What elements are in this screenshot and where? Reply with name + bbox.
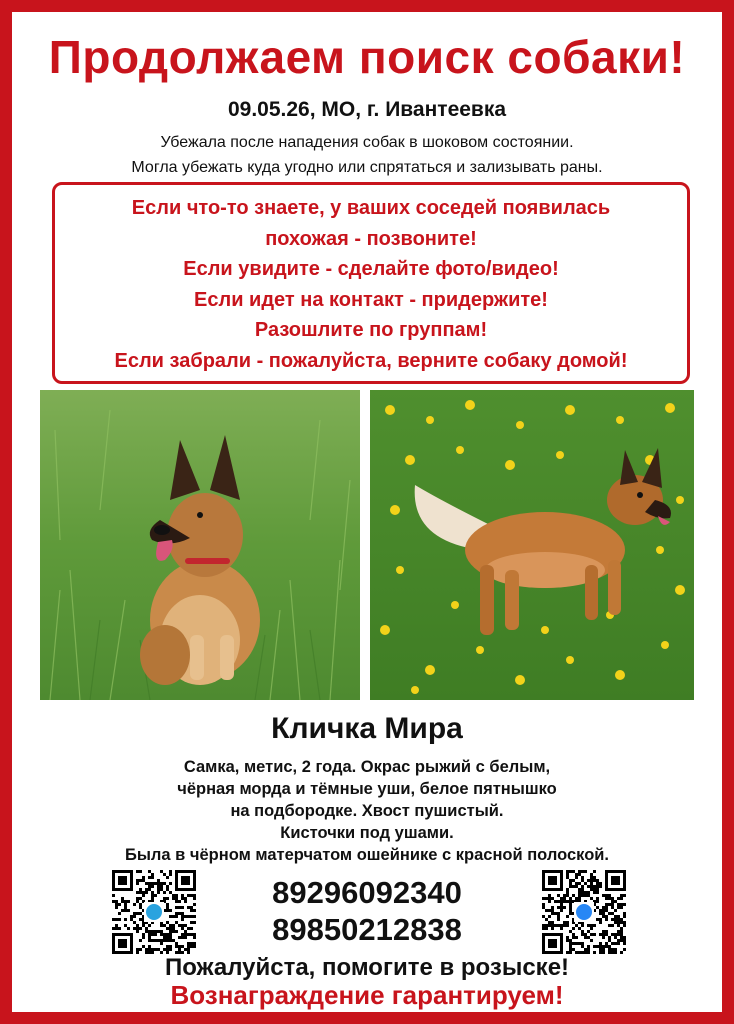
call-line: Если идет на контакт - придержите! [194,288,548,311]
intro-line: Могла убежать куда угодно или спрятаться и зализывать раны. [131,159,603,176]
intro-text [12,130,722,180]
phone-number[interactable]: 89296092340 [272,875,462,910]
intro-line: Убежала после нападения собак в шоковом состоянии. [160,134,574,151]
dog-photo-walking [370,390,694,700]
help-text: Пожалуйста, помогите в розыске! [164,954,570,981]
call-line: похожая - позвоните! [265,227,477,250]
phone-numbers [212,874,522,948]
call-line: Если увидите - сделайте фото/видео! [183,258,559,280]
dog-photo-sitting [40,390,360,700]
description-line: чёрная морда и тёмные уши, белое пятнышко [177,780,557,798]
telegram-qr-code[interactable] [112,870,196,954]
date-location: 09.05.26, МО, г. Ивантеевка [227,98,507,121]
call-line: Если что-то знаете, у ваших соседей появилась [131,197,611,219]
vk-qr-code[interactable] [542,870,626,954]
call-to-action-box [52,182,690,384]
description-line: Кисточки под ушами. [280,824,454,842]
phone-number[interactable]: 89850212838 [272,912,462,947]
poster-title: Продолжаем поиск собаки! [48,31,686,83]
dog-description [12,756,722,866]
reward-text: Вознаграждение гарантируем! [170,980,564,1010]
call-line: Разошлите по группам! [254,319,488,341]
dog-name: Кличка Мира [271,712,463,745]
vk-icon [576,904,592,920]
call-line: Если забрали - пожалуйста, верните собаку домой! [114,349,628,372]
description-line: Была в чёрном матерчатом ошейнике с красной полоской. [124,846,610,864]
description-line: Самка, метис, 2 года. Окрас рыжий с белым, [183,758,551,776]
poster [12,12,722,1012]
description-line: на подбородке. Хвост пушистый. [230,802,504,820]
telegram-icon [146,904,162,920]
